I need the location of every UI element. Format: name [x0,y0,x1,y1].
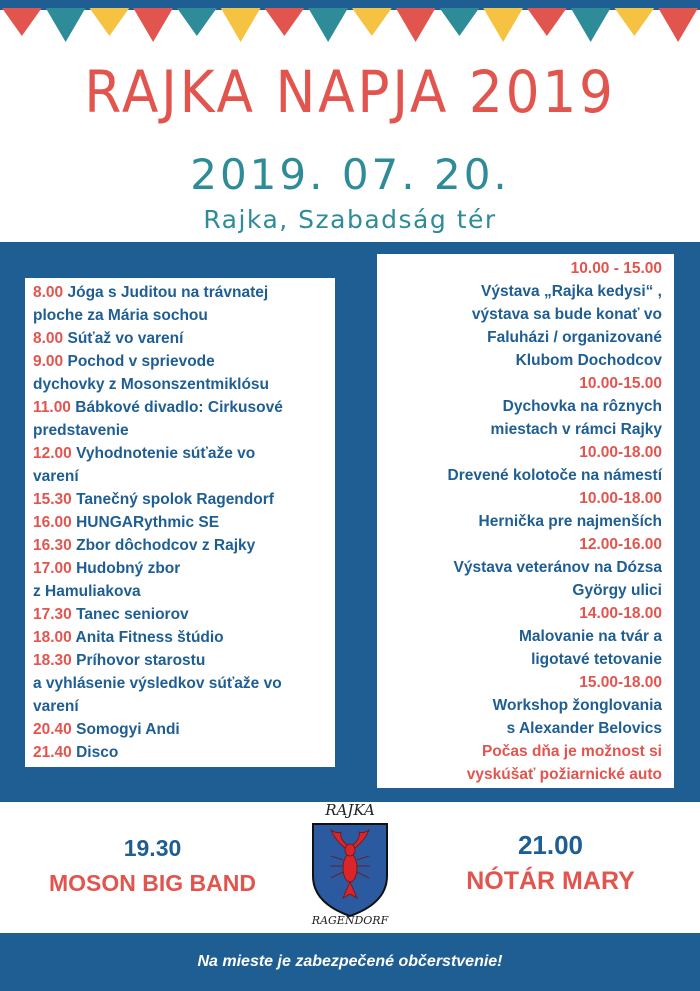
program-time: 15.00-18.00 [579,674,662,691]
program-row [33,695,335,718]
bunting-flag [133,8,173,42]
program-row [33,327,335,350]
bunting-flag [352,8,392,36]
program-text: Workshop žonglovania [492,697,662,714]
event-place: Rajka, Szabadság tér [203,205,497,234]
right-program-panel [377,254,674,788]
bunting-flag [483,8,523,42]
program-text: Vyhodnotenie súťaže vo [76,445,256,462]
refreshments-banner: Na mieste je zabezpečené občerstvenie! [0,933,700,991]
program-time: 15.30 [33,491,72,508]
program-row [33,649,335,672]
program-text: ligotavé tetovanie [531,651,662,668]
program-text: Anita Fitness štúdio [75,629,224,646]
program-time: 17.00 [33,560,72,577]
program-text: dychovky z Mosonszentmiklósu [33,376,269,393]
program-text: Výstava veteránov na Dózsa [453,559,662,576]
bunting-flag [46,8,86,42]
program-time: 10.00-18.00 [579,490,662,507]
program-text: Somogyi Andi [76,721,180,738]
program-note: vyskúšať požiarnické auto [466,766,662,783]
program-row [33,718,335,741]
program-row [33,580,335,603]
event-title: RAJKA NAPJA 2019 [84,58,616,126]
program-time: 8.00 [33,284,64,301]
program-time: 18.00 [33,629,72,646]
program-time: 12.00 [33,445,72,462]
program-text: Hernička pre najmenších [478,513,662,530]
bunting-flag [658,8,698,42]
program-time: 21.40 [33,744,72,761]
program-text: HUNGARythmic SE [76,514,220,531]
program-row [33,557,335,580]
program-text: varení [33,468,79,485]
program-text: Príhovor starostu [76,652,206,669]
program-row [33,350,335,373]
rajka-coat-of-arms-logo [295,798,405,928]
bunting-flag [265,8,305,36]
program-text: z Hamuliakova [33,583,141,600]
performance-right [418,830,683,896]
performance-left [20,835,285,897]
program-text: ploche za Mária sochou [33,307,208,324]
bunting-flag [440,8,480,36]
program-time: 11.00 [33,399,71,416]
program-time: 20.40 [33,721,72,738]
program-text: miestach v rámci Rajky [490,421,662,438]
program-row [33,442,335,465]
program-row [33,419,335,442]
program-text: Faluházi / organizované [487,329,662,346]
program-row [33,396,335,419]
performance-name: MOSON BIG BAND [49,870,256,896]
bunting-flag [90,8,130,36]
program-row [33,626,335,649]
bunting-flag [221,8,261,42]
program-text: Súťaž vo varení [67,330,184,347]
program-time: 10.00-18.00 [579,444,662,461]
logo-top-text: RAJKA [325,801,375,819]
left-program-panel [25,278,335,767]
program-time: 16.30 [33,537,72,554]
program-text: Pochod v sprievode [67,353,215,370]
program-time: 9.00 [33,353,64,370]
program-text: s Alexander Belovics [506,720,662,737]
program-time: 18.30 [33,652,72,669]
program-row [33,281,335,304]
program-text: predstavenie [33,422,129,439]
program-row [33,511,335,534]
bunting-flag [527,8,567,36]
program-row [33,741,335,764]
performance-time: 21.00 [517,830,584,860]
program-row [33,373,335,396]
program-time: 8.00 [33,330,64,347]
bunting-decoration [0,0,700,60]
program-text: Bábkové divadlo: Cirkusové [75,399,283,416]
program-text: výstava sa bude konať vo [471,306,662,323]
program-text: Výstava „Rajka kedysi“ , [481,283,662,300]
program-time: 14.00-18.00 [579,605,662,622]
program-text: Dychovka na rôznych [502,398,662,415]
program-row [33,488,335,511]
program-row [33,534,335,557]
bunting-flag [571,8,611,42]
program-text: Klubom Dochodcov [515,352,662,369]
program-row [33,603,335,626]
program-note: Počas dňa je možnost si [481,743,662,760]
program-time: 16.00 [33,514,72,531]
program-row [33,672,335,695]
program-text: Zbor dôchodcov z Rajky [76,537,256,554]
program-text: Disco [76,744,119,761]
program-text: Drevené kolotoče na námestí [447,467,662,484]
event-date: 2019. 07. 20. [190,150,510,199]
bunting-flag [2,8,42,36]
program-text: varení [33,698,79,715]
program-text: Jóga s Juditou na trávnatej [67,284,269,301]
program-time: 12.00-16.00 [579,536,662,553]
program-text: György ulici [572,582,662,599]
bunting-flag [308,8,348,42]
program-text: Hudobný zbor [76,560,181,577]
program-time: 17.30 [33,606,72,623]
program-time: 10.00-15.00 [579,375,662,392]
bunting-flag [177,8,217,36]
program-row [33,304,335,327]
performance-time: 19.30 [123,835,182,861]
program-row [33,465,335,488]
logo-bottom-text: RAGENDORF [311,914,389,927]
program-text: a vyhlásenie výsledkov súťaže vo [33,675,282,692]
program-time: 10.00 - 15.00 [570,260,662,277]
bunting-flag [396,8,436,42]
performance-name: NÓTÁR MARY [466,867,635,895]
program-text: Tanečný spolok Ragendorf [76,491,274,508]
program-text: Malovanie na tvár a [518,628,662,645]
bunting-flag [615,8,655,36]
program-text: Tanec seniorov [76,606,189,623]
